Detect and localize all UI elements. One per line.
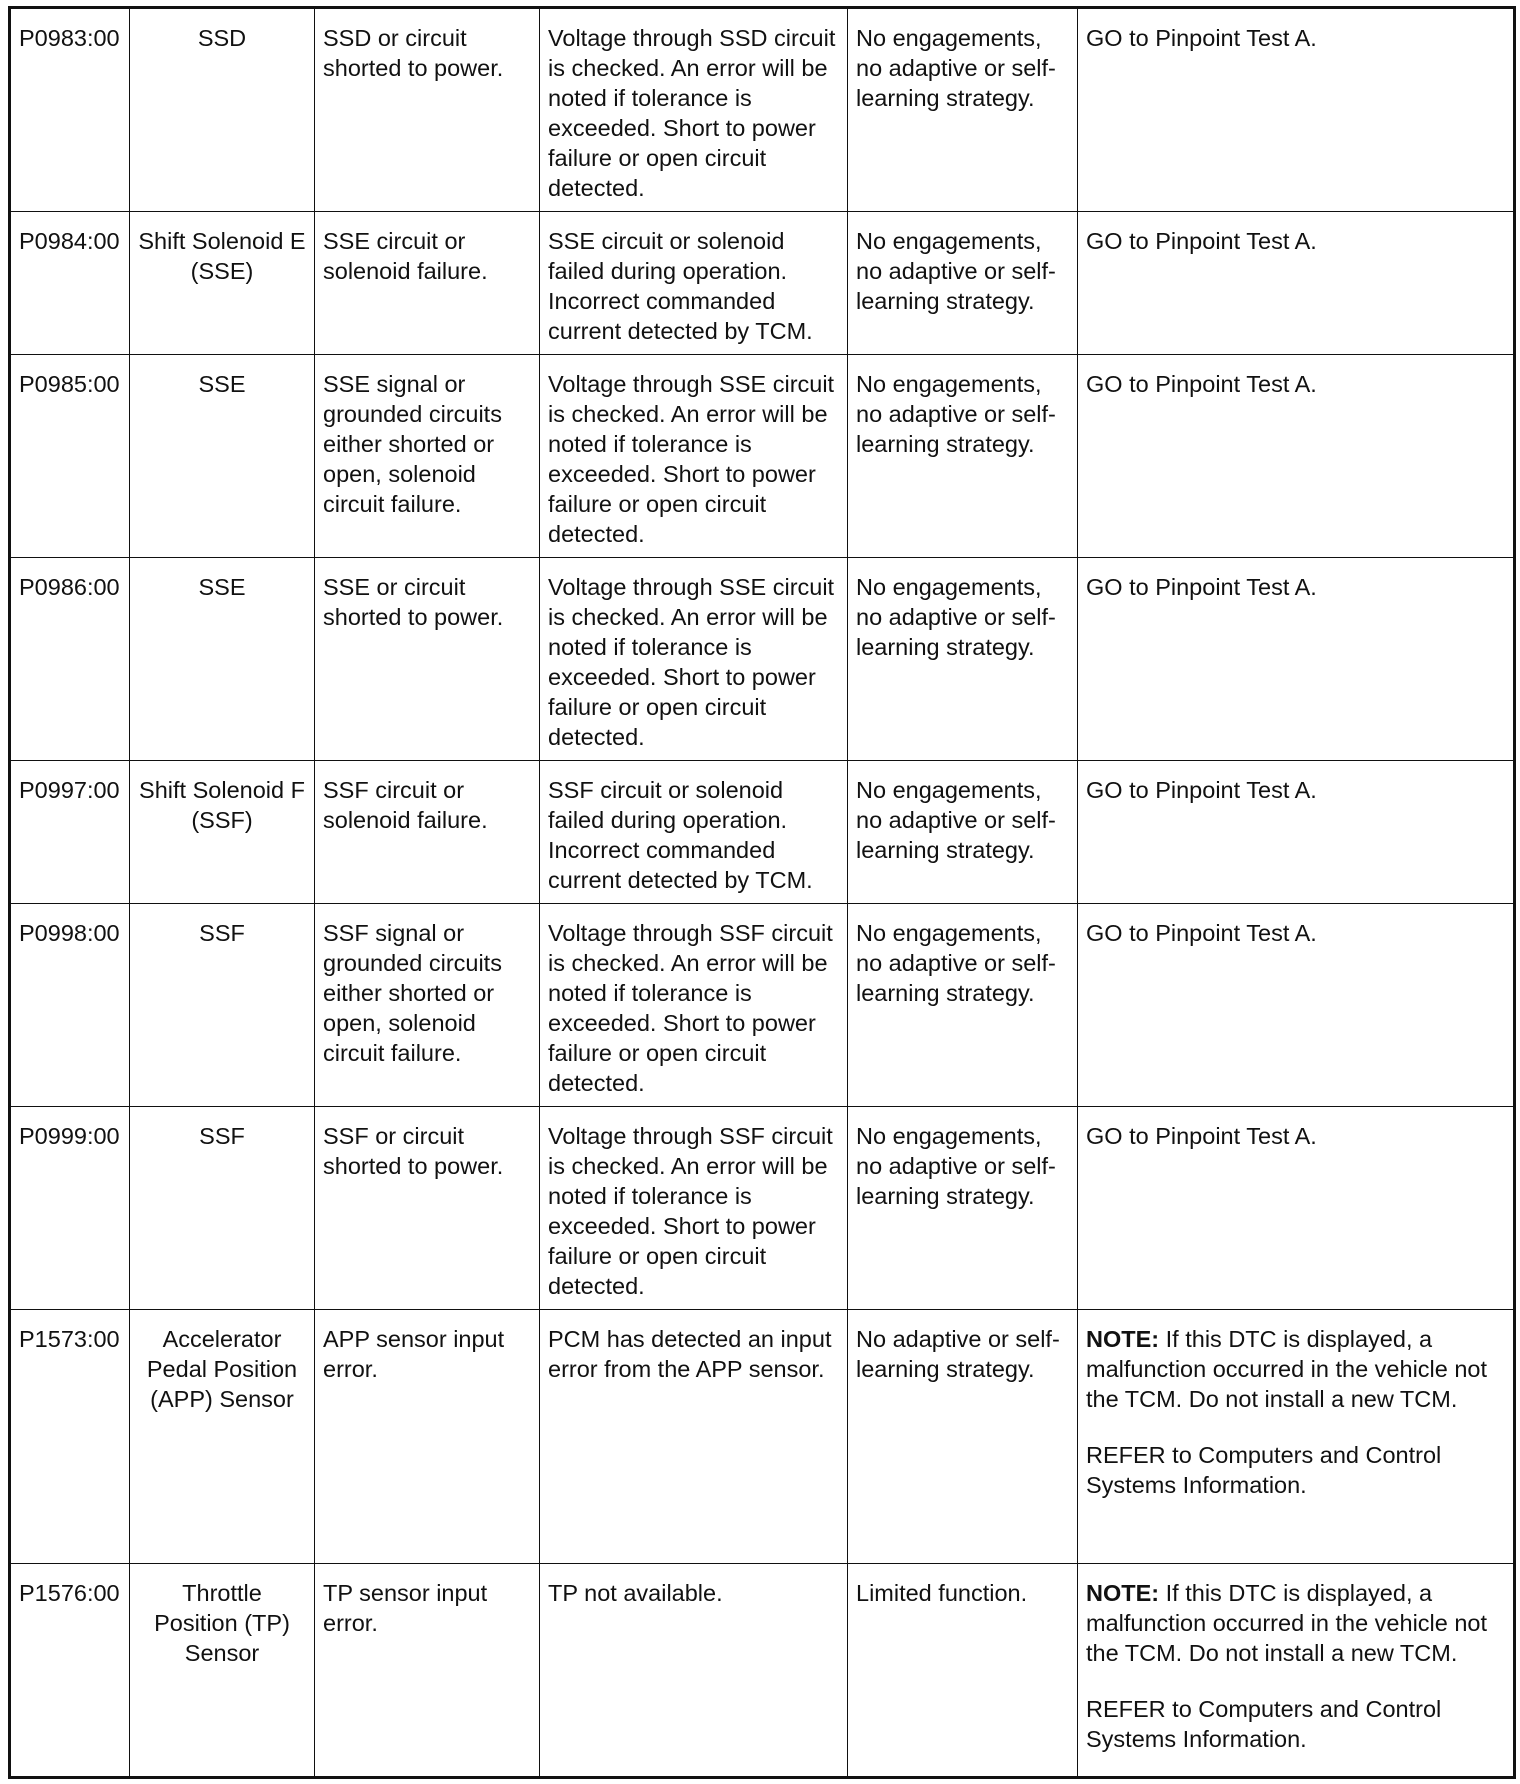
symptom: No engagements, no adaptive or self-learning strategy.: [848, 558, 1078, 761]
note-paragraph: [1086, 1578, 1505, 1668]
table-row: [10, 558, 1515, 761]
component-name: SSE: [130, 355, 315, 558]
action-text: GO to Pinpoint Test A.: [1086, 777, 1317, 803]
dtc-description: SSF circuit or solenoid failure.: [315, 761, 540, 904]
dtc-code: P0997:00: [10, 761, 130, 904]
action-text: GO to Pinpoint Test A.: [1086, 371, 1317, 397]
component-name: SSE: [130, 558, 315, 761]
monitor-condition: TP not available.: [540, 1564, 848, 1778]
action: [1078, 1564, 1515, 1778]
note-label: NOTE:: [1086, 1580, 1160, 1606]
dtc-code: P0998:00: [10, 904, 130, 1107]
component-name: SSF: [130, 1107, 315, 1310]
monitor-condition: SSF circuit or solenoid failed during operation. Incorrect commanded current detected by TCM.: [540, 761, 848, 904]
action: [1078, 355, 1515, 558]
dtc-description: SSF or circuit shorted to power.: [315, 1107, 540, 1310]
action: [1078, 761, 1515, 904]
dtc-description: SSE or circuit shorted to power.: [315, 558, 540, 761]
symptom: No engagements, no adaptive or self-learning strategy.: [848, 355, 1078, 558]
dtc-code: P0985:00: [10, 355, 130, 558]
refer-text: REFER to Computers and Control Systems Information.: [1086, 1696, 1442, 1752]
table-row: [10, 1310, 1515, 1564]
action: [1078, 1310, 1515, 1564]
monitor-condition: Voltage through SSD circuit is checked. An error will be noted if tolerance is exceeded. Short to power failure or open circuit detected.: [540, 8, 848, 212]
note-text: If this DTC is displayed, a malfunction occurred in the vehicle not the TCM. Do not install a new TCM.: [1086, 1580, 1488, 1666]
table-row: [10, 1107, 1515, 1310]
symptom: No engagements, no adaptive or self-learning strategy.: [848, 1107, 1078, 1310]
monitor-condition: Voltage through SSE circuit is checked. An error will be noted if tolerance is exceeded. Short to power failure or open circuit detected.: [540, 558, 848, 761]
symptom: No adaptive or self-learning strategy.: [848, 1310, 1078, 1564]
monitor-condition: PCM has detected an input error from the APP sensor.: [540, 1310, 848, 1564]
action: [1078, 904, 1515, 1107]
table-row: [10, 1564, 1515, 1778]
dtc-description: SSE signal or grounded circuits either shorted or open, solenoid circuit failure.: [315, 355, 540, 558]
note-label: NOTE:: [1086, 1326, 1160, 1352]
dtc-code: P0986:00: [10, 558, 130, 761]
dtc-code: P1573:00: [10, 1310, 130, 1564]
dtc-description: APP sensor input error.: [315, 1310, 540, 1564]
action: [1078, 8, 1515, 212]
component-name: SSD: [130, 8, 315, 212]
table-row: [10, 355, 1515, 558]
monitor-condition: Voltage through SSF circuit is checked. An error will be noted if tolerance is exceeded. Short to power failure or open circuit detected.: [540, 1107, 848, 1310]
dtc-description: SSE circuit or solenoid failure.: [315, 212, 540, 355]
action-text: GO to Pinpoint Test A.: [1086, 574, 1317, 600]
component-name: Throttle Position (TP) Sensor: [130, 1564, 315, 1778]
note-text: If this DTC is displayed, a malfunction occurred in the vehicle not the TCM. Do not install a new TCM.: [1086, 1326, 1488, 1412]
dtc-code: P0984:00: [10, 212, 130, 355]
action: [1078, 212, 1515, 355]
table-row: [10, 904, 1515, 1107]
monitor-condition: SSE circuit or solenoid failed during operation. Incorrect commanded current detected by TCM.: [540, 212, 848, 355]
dtc-description: SSD or circuit shorted to power.: [315, 8, 540, 212]
action: [1078, 1107, 1515, 1310]
dtc-code: P0999:00: [10, 1107, 130, 1310]
dtc-description: SSF signal or grounded circuits either shorted or open, solenoid circuit failure.: [315, 904, 540, 1107]
dtc-table: [8, 6, 1516, 1779]
table-row: [10, 761, 1515, 904]
symptom: No engagements, no adaptive or self-learning strategy.: [848, 761, 1078, 904]
action-text: GO to Pinpoint Test A.: [1086, 228, 1317, 254]
monitor-condition: Voltage through SSF circuit is checked. An error will be noted if tolerance is exceeded. Short to power failure or open circuit detected.: [540, 904, 848, 1107]
component-name: Shift Solenoid E (SSE): [130, 212, 315, 355]
component-name: Accelerator Pedal Position (APP) Sensor: [130, 1310, 315, 1564]
refer-text: REFER to Computers and Control Systems Information.: [1086, 1442, 1442, 1498]
action-text: GO to Pinpoint Test A.: [1086, 25, 1317, 51]
symptom: Limited function.: [848, 1564, 1078, 1778]
action: [1078, 558, 1515, 761]
dtc-code: P0983:00: [10, 8, 130, 212]
dtc-description: TP sensor input error.: [315, 1564, 540, 1778]
table-row: [10, 212, 1515, 355]
action-text: GO to Pinpoint Test A.: [1086, 1123, 1317, 1149]
monitor-condition: Voltage through SSE circuit is checked. An error will be noted if tolerance is exceeded. Short to power failure or open circuit detected.: [540, 355, 848, 558]
symptom: No engagements, no adaptive or self-learning strategy.: [848, 8, 1078, 212]
action-text: GO to Pinpoint Test A.: [1086, 920, 1317, 946]
component-name: Shift Solenoid F (SSF): [130, 761, 315, 904]
component-name: SSF: [130, 904, 315, 1107]
symptom: No engagements, no adaptive or self-learning strategy.: [848, 212, 1078, 355]
dtc-code: P1576:00: [10, 1564, 130, 1778]
table-row: [10, 8, 1515, 212]
note-paragraph: [1086, 1324, 1505, 1414]
symptom: No engagements, no adaptive or self-learning strategy.: [848, 904, 1078, 1107]
